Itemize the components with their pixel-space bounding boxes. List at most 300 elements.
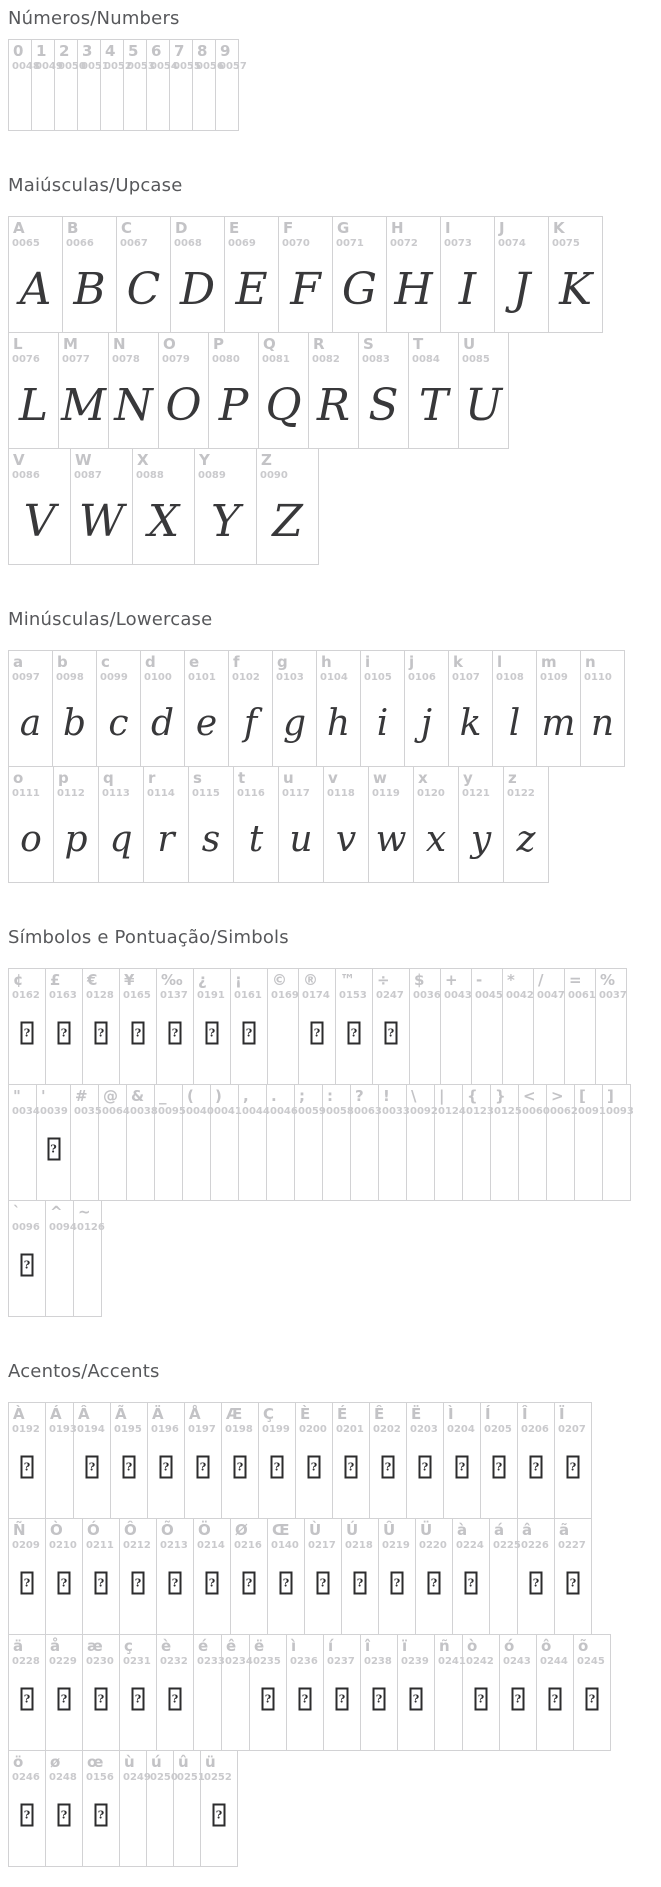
glyph-char-label: $ [414,971,425,989]
glyph-code-label: 0096 [12,1222,40,1233]
glyph-char-label: @ [103,1087,118,1105]
script-glyph: F [290,264,321,315]
glyph-char-label: j [409,653,415,671]
glyph-char-label: [ [579,1087,586,1105]
glyph-code-label: 0091 [578,1106,606,1117]
glyph-cell [228,650,273,767]
glyph-cell [573,1634,611,1751]
glyph-cell [98,766,144,883]
glyph-char-label: ò [467,1637,478,1655]
glyph-char-label: ä [13,1637,24,1655]
glyph-code-label: 0128 [86,990,114,1001]
glyph-char-label: ' [41,1087,46,1105]
glyph-cell [230,968,268,1085]
glyph-cell [230,1518,268,1635]
glyph-char-label: % [600,971,616,989]
glyph-char-label: r [148,769,156,787]
glyph-char-label: u [283,769,294,787]
missing-glyph-box: ? [58,1804,71,1827]
glyph-cell [96,650,141,767]
glyph-cell [378,1518,416,1635]
glyph-cell [70,1084,102,1201]
script-glyph: v [335,819,357,860]
glyph-cell [458,766,504,883]
glyph-char-label: a [13,653,24,671]
missing-glyph-box: ? [428,1572,441,1595]
glyph-code-label: 0209 [12,1540,40,1551]
glyph-char-label: U [463,335,476,353]
glyph-char-label: ì [291,1637,297,1655]
glyph-code-label: 0098 [56,672,84,683]
glyph-row [8,39,661,131]
glyph-code-label: 0125 [494,1106,522,1117]
glyph-code-label: 0046 [270,1106,298,1117]
glyph-cell [82,1750,120,1867]
missing-glyph-box: ? [206,1572,219,1595]
missing-glyph-box: ? [213,1804,226,1827]
missing-glyph-box: ? [385,1022,398,1045]
glyph-char-label: A [13,219,25,237]
script-glyph: B [73,264,106,315]
glyph-cell [8,766,54,883]
glyph-row [8,650,661,767]
glyph-char-label: Ç [263,1405,275,1423]
glyph-char-label: ; [299,1087,305,1105]
glyph-code-label: 0195 [114,1424,142,1435]
glyph-code-label: 0207 [558,1424,586,1435]
glyph-code-label: 0111 [12,788,40,799]
missing-glyph-box: ? [530,1572,543,1595]
glyph-code-label: 0033 [382,1106,410,1117]
glyph-cell [119,1518,157,1635]
glyph-code-label: 0042 [506,990,534,1001]
glyph-char-label: & [131,1087,145,1105]
glyph-cell [110,1402,148,1519]
glyph-cell [406,1084,438,1201]
glyph-cell [45,1634,83,1751]
glyph-code-label: 0052 [104,61,132,72]
glyph-char-label: k [453,653,463,671]
glyph-cell [286,1634,324,1751]
glyph-char-label: H [391,219,404,237]
glyph-char-label: í [328,1637,334,1655]
glyph-cell [490,1084,522,1201]
glyph-code-label: 0119 [372,788,400,799]
glyph-cell [267,968,299,1085]
glyph-cell [518,1084,550,1201]
glyph-cell [471,968,503,1085]
glyph-cell [210,1084,242,1201]
glyph-char-label: T [413,335,424,353]
glyph-code-label: 0241 [438,1656,466,1667]
missing-glyph-box: ? [567,1572,580,1595]
missing-glyph-box: ? [354,1572,367,1595]
glyph-cell [8,448,71,565]
glyph-char-label: y [463,769,473,787]
glyph-char-label: > [551,1087,564,1105]
missing-glyph-box: ? [475,1688,488,1711]
glyph-char-label: Y [199,451,210,469]
glyph-char-label: å [50,1637,61,1655]
glyph-code-label: 0212 [123,1540,151,1551]
glyph-char-label: o [13,769,24,787]
script-glyph: j [420,703,433,744]
glyph-char-label: . [271,1087,277,1105]
glyph-code-label: 0251 [177,1772,205,1783]
glyph-code-label: 0224 [456,1540,484,1551]
glyph-code-label: 0089 [198,470,226,481]
glyph-code-label: 0210 [49,1540,77,1551]
glyph-char-label: ó [504,1637,515,1655]
glyph-code-label: 0048 [12,61,40,72]
glyph-char-label: V [13,451,25,469]
glyph-char-label: ¿ [198,971,207,989]
glyph-code-label: 0200 [299,1424,327,1435]
glyph-cell [533,968,565,1085]
script-glyph: i [376,703,389,744]
script-glyph: M [60,380,107,431]
glyph-code-label: 0043 [444,990,472,1001]
glyph-char-label: ` [13,1203,21,1221]
glyph-char-label: 7 [174,42,185,60]
glyph-code-label: 0041 [214,1106,242,1117]
glyph-code-label: 0079 [162,354,190,365]
glyph-cell [192,39,224,131]
glyph-char-label: Ì [448,1405,454,1423]
glyph-char-label: ë [254,1637,265,1655]
glyph-code-label: 0204 [447,1424,475,1435]
script-glyph: b [62,703,87,744]
glyph-cell [53,766,99,883]
missing-glyph-box: ? [456,1456,469,1479]
glyph-code-label: 0054 [150,61,178,72]
glyph-code-label: 0115 [192,788,220,799]
missing-glyph-box: ? [21,1254,34,1277]
script-glyph: m [541,703,576,744]
glyph-code-label: 0055 [173,61,201,72]
glyph-char-label: Ö [198,1521,211,1539]
glyph-cell [494,216,549,333]
glyph-cell [308,332,359,449]
script-glyph: Z [272,496,303,547]
missing-glyph-box: ? [336,1688,349,1711]
glyph-char-label: q [103,769,114,787]
missing-glyph-box: ? [95,1572,108,1595]
glyph-cell [45,1402,77,1519]
glyph-cell [143,766,189,883]
glyph-cell [8,1084,40,1201]
glyph-row [8,448,661,565]
glyph-char-label: 4 [105,42,116,60]
glyph-cell [323,766,369,883]
glyph-cell [73,1402,111,1519]
glyph-cell [173,1750,205,1867]
glyph-code-label: 0153 [339,990,367,1001]
glyph-code-label: 0078 [112,354,140,365]
script-glyph: f [243,703,258,744]
glyph-code-label: 0090 [260,470,288,481]
glyph-char-label: © [272,971,287,989]
glyph-char-label: S [363,335,374,353]
missing-glyph-box: ? [206,1022,219,1045]
glyph-char-label: ü [205,1753,216,1771]
glyph-code-label: 0105 [364,672,392,683]
glyph-code-label: 0198 [225,1424,253,1435]
glyph-char-label: | [439,1087,445,1105]
glyph-char-label: P [213,335,224,353]
glyph-cell [462,1084,494,1201]
glyph-code-label: 0216 [234,1540,262,1551]
glyph-code-label: 0037 [599,990,627,1001]
glyph-grid-upcase [8,216,661,565]
missing-glyph-box: ? [410,1688,423,1711]
glyph-cell [304,1518,342,1635]
glyph-cell [147,1402,185,1519]
glyph-cell [98,1084,130,1201]
missing-glyph-box: ? [21,1022,34,1045]
glyph-char-label: G [337,219,350,237]
missing-glyph-box: ? [160,1456,173,1479]
glyph-cell [45,1750,83,1867]
glyph-code-label: 0035 [74,1106,102,1117]
script-glyph: d [150,703,175,744]
glyph-char-label: ø [50,1753,61,1771]
glyph-char-label: # [75,1087,88,1105]
section-title-accents: Acentos/Accents [8,1361,160,1382]
missing-glyph-box: ? [95,1688,108,1711]
glyph-char-label: s [193,769,202,787]
glyph-cell [233,766,279,883]
glyph-char-label: " [13,1087,21,1105]
glyph-char-label: 2 [59,42,70,60]
script-glyph: H [394,264,433,315]
glyph-code-label: 0070 [282,238,310,249]
glyph-char-label: R [313,335,325,353]
glyph-code-label: 0247 [376,990,404,1001]
glyph-char-label: Ñ [13,1521,26,1539]
glyph-row [8,1518,661,1635]
missing-glyph-box: ? [262,1688,275,1711]
glyph-cell [258,1402,296,1519]
glyph-code-label: 0084 [412,354,440,365]
missing-glyph-box: ? [493,1456,506,1479]
section-numbers [8,8,661,131]
glyph-cell [8,1518,46,1635]
glyph-cell [602,1084,634,1201]
glyph-char-label: n [585,653,596,671]
glyph-char-label: ^ [50,1203,63,1221]
glyph-char-label: Í [485,1405,491,1423]
glyph-char-label: œ [87,1753,104,1771]
glyph-char-label: } [495,1087,506,1105]
glyph-cell [36,1084,71,1201]
glyph-cell [415,1518,453,1635]
glyph-char-label: B [67,219,79,237]
glyph-cell [184,1402,222,1519]
glyph-char-label: Ü [420,1521,433,1539]
glyph-char-label: õ [578,1637,589,1655]
missing-glyph-box: ? [373,1688,386,1711]
glyph-cell [322,1084,354,1201]
glyph-cell [272,650,317,767]
glyph-cell [8,1402,46,1519]
glyph-cell [182,1084,214,1201]
glyph-cell [132,448,195,565]
glyph-code-label: 0059 [298,1106,326,1117]
glyph-code-label: 0194 [77,1424,105,1435]
glyph-cell [146,39,178,131]
glyph-char-label: Ù [309,1521,322,1539]
glyph-cell [548,216,603,333]
glyph-cell [266,1084,298,1201]
glyph-grid-lowercase [8,650,661,883]
glyph-row [8,766,661,883]
glyph-char-label: è [161,1637,172,1655]
glyph-char-label: ö [13,1753,24,1771]
glyph-code-label: 0122 [507,788,535,799]
glyph-code-label: 0083 [362,354,390,365]
glyph-code-label: 0213 [160,1540,188,1551]
glyph-char-label: N [113,335,126,353]
glyph-code-label: 0124 [438,1106,466,1117]
glyph-char-label: â [522,1521,533,1539]
glyph-code-label: 0036 [413,990,441,1001]
glyph-cell [8,39,40,131]
glyph-char-label: / [538,971,544,989]
glyph-code-label: 0214 [197,1540,225,1551]
glyph-code-label: 0199 [262,1424,290,1435]
glyph-code-label: 0047 [537,990,565,1001]
glyph-char-label: æ [87,1637,103,1655]
glyph-cell [170,216,225,333]
missing-glyph-box: ? [169,1572,182,1595]
missing-glyph-box: ? [58,1022,71,1045]
glyph-code-label: 0201 [336,1424,364,1435]
glyph-code-label: 0050 [58,61,86,72]
glyph-cell [278,766,324,883]
glyph-code-label: 0039 [40,1106,68,1117]
script-glyph: o [20,819,42,860]
glyph-cell [193,968,231,1085]
glyph-char-label: L [13,335,23,353]
glyph-code-label: 0077 [62,354,90,365]
glyph-code-label: 0233 [197,1656,225,1667]
glyph-grid-accents [8,1402,661,1867]
glyph-code-label: 0220 [419,1540,447,1551]
missing-glyph-box: ? [21,1456,34,1479]
glyph-cell [156,1634,194,1751]
glyph-cell [440,968,472,1085]
missing-glyph-box: ? [197,1456,210,1479]
glyph-code-label: 0074 [498,238,526,249]
glyph-code-label: 0106 [408,672,436,683]
section-upcase [8,175,661,565]
missing-glyph-box: ? [95,1804,108,1827]
glyph-code-label: 0114 [147,788,175,799]
glyph-cell [8,332,59,449]
section-title-numbers: Números/Numbers [8,8,180,29]
glyph-code-label: 0112 [57,788,85,799]
glyph-char-label: i [365,653,371,671]
glyph-cell [546,1084,578,1201]
glyph-code-label: 0075 [552,238,580,249]
glyph-cell [116,216,171,333]
glyph-cell [8,1200,46,1317]
glyph-code-label: 0058 [326,1106,354,1117]
glyph-cell [298,968,336,1085]
glyph-cell [434,1634,466,1751]
glyph-cell [369,1402,407,1519]
glyph-cell [77,39,109,131]
glyph-grid-numbers [8,39,661,131]
glyph-cell [156,968,194,1085]
glyph-code-label: 0110 [584,672,612,683]
script-glyph: Q [265,380,302,431]
glyph-code-label: 0217 [308,1540,336,1551]
glyph-char-label: Ï [559,1405,565,1423]
glyph-code-label: 0236 [290,1656,318,1667]
glyph-cell [517,1402,555,1519]
glyph-char-label: Ó [87,1521,100,1539]
glyph-char-label: Â [78,1405,90,1423]
glyph-cell [554,1518,592,1635]
glyph-cell [278,216,333,333]
glyph-cell [108,332,159,449]
glyph-cell [350,1084,382,1201]
glyph-code-label: 0097 [12,672,40,683]
glyph-row [8,216,661,333]
glyph-char-label: z [508,769,517,787]
missing-glyph-box: ? [132,1688,145,1711]
glyph-code-label: 0056 [196,61,224,72]
glyph-code-label: 0197 [188,1424,216,1435]
glyph-char-label: Ô [124,1521,137,1539]
glyph-code-label: 0104 [320,672,348,683]
script-glyph: D [179,264,216,315]
glyph-char-label: f [233,653,240,671]
script-glyph: O [165,380,202,431]
glyph-cell [215,39,247,131]
glyph-char-label: Î [522,1405,528,1423]
glyph-char-label: c [101,653,110,671]
missing-glyph-box: ? [58,1572,71,1595]
glyph-char-label: O [163,335,176,353]
glyph-code-label: 0161 [234,990,262,1001]
script-glyph: C [126,264,161,315]
glyph-char-label: 9 [220,42,231,60]
glyph-char-label: Ø [235,1521,248,1539]
glyph-code-label: 0099 [100,672,128,683]
glyph-cell [8,1750,46,1867]
glyph-code-label: 0040 [186,1106,214,1117]
glyph-cell [58,332,109,449]
glyph-code-label: 0243 [503,1656,531,1667]
glyph-char-label: È [300,1405,311,1423]
glyph-char-label: Ã [115,1405,127,1423]
glyph-cell [221,1634,253,1751]
script-glyph: U [464,380,503,431]
glyph-char-label: ï [402,1637,408,1655]
glyph-char-label: ¢ [13,971,24,989]
glyph-char-label: 1 [36,42,47,60]
glyph-char-label: Á [50,1405,62,1423]
glyph-code-label: 0123 [466,1106,494,1117]
glyph-cell [358,332,409,449]
missing-glyph-box: ? [58,1688,71,1711]
script-glyph: S [368,380,399,431]
glyph-code-label: 0245 [577,1656,605,1667]
glyph-code-label: 0069 [228,238,256,249]
